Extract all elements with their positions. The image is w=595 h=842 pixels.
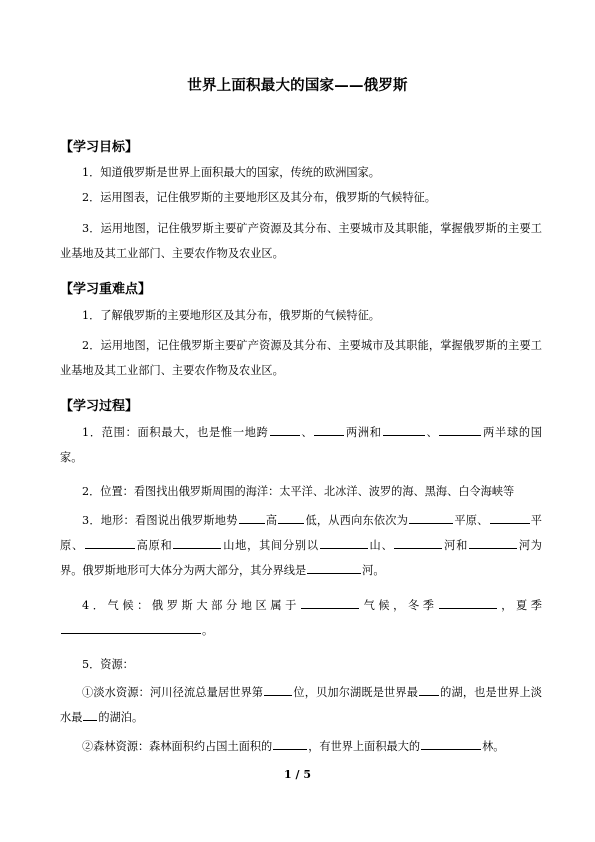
fill-blank[interactable] (85, 536, 135, 549)
fill-blank[interactable] (273, 737, 307, 750)
fill-blank[interactable] (264, 683, 292, 696)
process-item-terrain: 3．地形：看图说出俄罗斯地势 高 低，从西向东依次为 平原、 平原、 高原和 山地，其间分别以 山、 河和 河为界。俄罗斯地形可大体分为两大部分，其分界线是 河。 (60, 508, 542, 583)
fill-blank[interactable] (239, 511, 265, 524)
objective-item-2: 2．运用图表，记住俄罗斯的主要地形区及其分布，俄罗斯的气候特征。 (82, 191, 436, 204)
fill-blank[interactable] (383, 423, 425, 436)
fill-blank[interactable] (83, 708, 97, 721)
objective-item-3: 3．运用地图，记住俄罗斯主要矿产资源及其分布、主要城市及其职能，掌握俄罗斯的主要工业基地及其工业部门、主要农作物及农业区。 (60, 222, 542, 260)
fill-blank[interactable] (419, 683, 439, 696)
document-title: 世界上面积最大的国家——俄罗斯 (187, 78, 408, 94)
fill-blank[interactable] (439, 596, 497, 609)
fill-blank[interactable] (469, 536, 517, 549)
page-number: 1 / 5 (284, 768, 311, 781)
resource-item-freshwater: ①淡水资源：河川径流总量居世界第 位，贝加尔湖既是世界最 的湖，也是世界上淡水最 的湖泊。 (60, 680, 542, 730)
process-item-climate: 4．气候：俄罗斯大部分地区属于 气候，冬季 ，夏季。 (60, 593, 542, 643)
objective-item-1: 1．知道俄罗斯是世界上面积最大的国家，传统的欧洲国家。 (82, 166, 380, 179)
section-heading-process: 【学习过程】 (60, 399, 139, 414)
process-item-resources: 5．资源： (82, 658, 134, 671)
fill-blank[interactable] (61, 621, 201, 634)
fill-blank[interactable] (490, 511, 530, 524)
process-item-location: 2．位置：看图找出俄罗斯周围的海洋：太平洋、北冰洋、波罗的海、黑海、白令海峡等 (82, 485, 515, 498)
fill-blank[interactable] (173, 536, 221, 549)
process-item-range: 1．范围：面积最大，也是惟一地跨 、 两洲和 、 两半球的国家。 (60, 420, 542, 470)
fill-blank[interactable] (301, 596, 359, 609)
section-heading-objectives: 【学习目标】 (60, 140, 139, 155)
key-point-item-1: 1．了解俄罗斯的主要地形区及其分布，俄罗斯的气候特征。 (82, 309, 380, 322)
fill-blank[interactable] (439, 423, 481, 436)
fill-blank[interactable] (394, 536, 442, 549)
fill-blank[interactable] (320, 536, 368, 549)
fill-blank[interactable] (409, 511, 453, 524)
key-point-item-2: 2．运用地图，记住俄罗斯主要矿产资源及其分布、主要城市及其职能，掌握俄罗斯的主要工业基地及其工业部门、主要农作物及农业区。 (60, 339, 542, 377)
fill-blank[interactable] (278, 511, 304, 524)
section-heading-key-points: 【学习重难点】 (60, 282, 152, 297)
fill-blank[interactable] (307, 561, 361, 574)
fill-blank[interactable] (421, 737, 481, 750)
resource-item-forest: ②森林资源：森林面积约占国土面积的 ，有世界上面积最大的 林。 (60, 734, 542, 759)
fill-blank[interactable] (270, 423, 300, 436)
fill-blank[interactable] (314, 423, 344, 436)
